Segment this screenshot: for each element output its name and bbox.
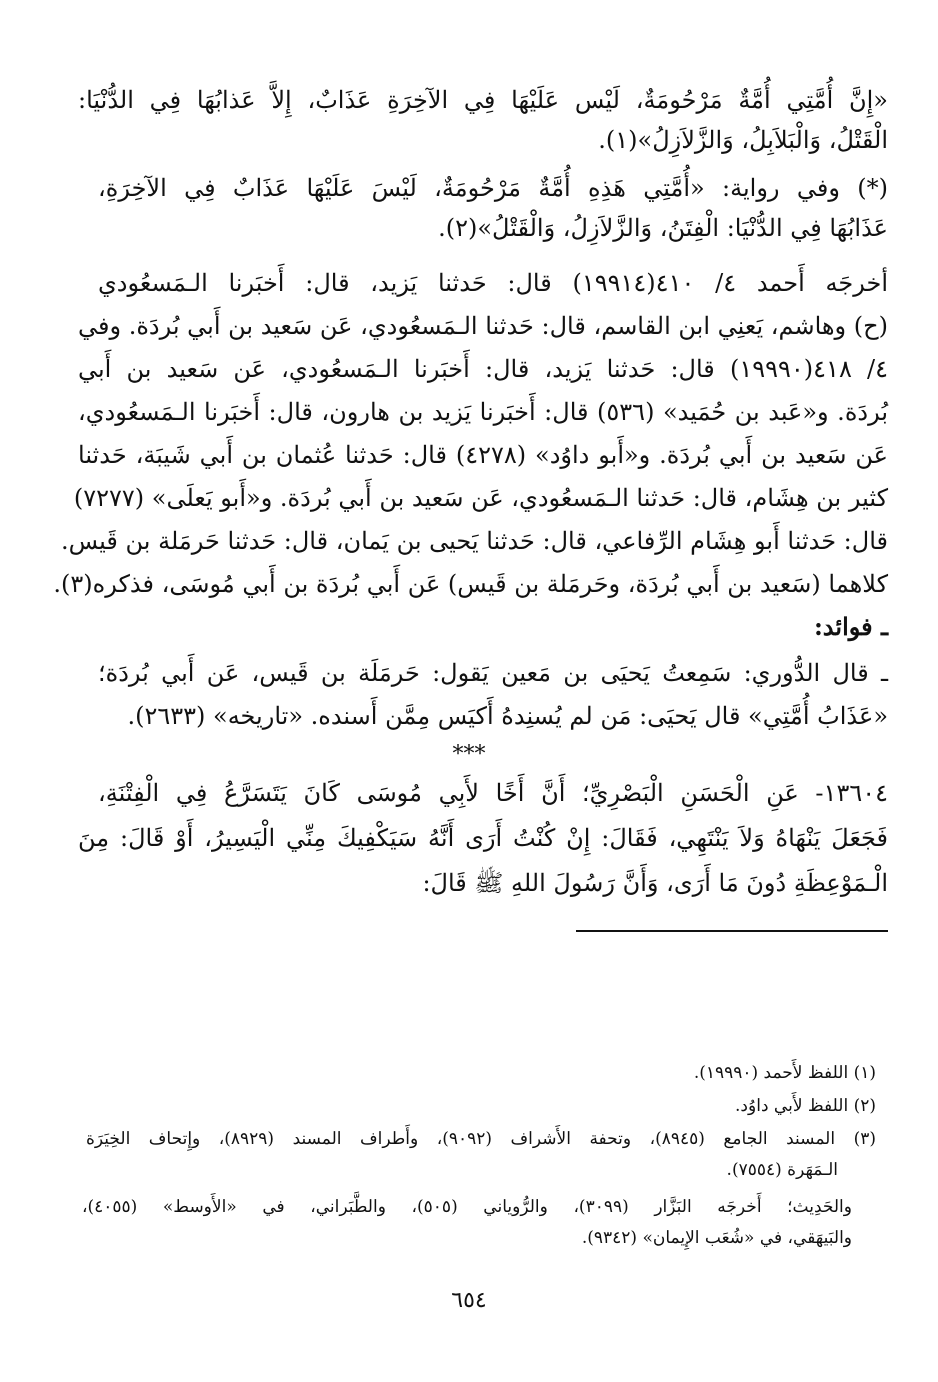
footnote-divider	[576, 930, 888, 932]
fawaid-line: «عَذَابُ أُمَّتِي» قال يَحيَى: مَن لم يُسنِدهُ أَكيَس مِمَّن أَسنده. «تاريخه» (٢٦٣٣).	[127, 702, 888, 730]
takhrij-line: قال: حَدثنا أَبو هِشَام الرِّفاعي، قال: حَدثنا يَحيى بن يَمان، قال: حَدثنا حَرمَلة بن قَيس.	[60, 527, 888, 555]
takhrij-line: (ح) وهاشم، يَعنِي ابن القاسم، قال: حَدثنا الـمَسعُودي، عَن سَعيد بن أَبي بُردَة. وفي	[78, 312, 888, 340]
fawaid-heading: ـ فوائد:	[813, 612, 888, 641]
takhrij-line: ٤/ ٤١٨(١٩٩٩٠) قال: حَدثنا يَزيد، قال: أَخبَرنا الـمَسعُودي، عَن سَعيد بن أَبي	[78, 355, 888, 383]
hadith-line: «إِنَّ أُمَّتِي أُمَّةٌ مَرْحُومَةٌ، لَيْس عَلَيْهَا فِي الآخِرَةِ عَذَابٌ، إِلاَّ عَذابُهَا فِي الدُّنْيَا:	[78, 86, 888, 114]
next-hadith-line: فَجَعَلَ يَنْهَاهُ وَلاَ يَنْتَهِي، فَقَالَ: إِنْ كُنْتُ أَرَى أَنَّهُ سَيَكْفِيكَ مِنِّي الْيَسِيرُ، أَوْ قَالَ: مِنَ	[78, 824, 888, 852]
hadith-line: الْقَتْلُ، وَالْبَلاَبِلُ، وَالزَّلاَزِلُ»(١).	[598, 126, 888, 154]
footnote-2: (٢) اللفظ لأَبي داوُد.	[735, 1096, 876, 1116]
footnote-3: (٣) المسند الجامع (٨٩٤٥)، وتحفة الأَشراف (٩٠٩٢)، وأَطراف المسند (٨٩٢٩)، وإِتحاف الخِيَرَة	[86, 1129, 876, 1149]
takhrij-line: أخرجَه أَحمد ٤/ ٤١٠(١٩٩١٤) قال: حَدثنا يَزيد، قال: أَخبَرنا الـمَسعُودي	[98, 269, 889, 297]
fawaid-line: ـ قال الدُّوري: سَمِعتُ يَحيَى بن مَعين يَقول: حَرمَلَة بن قَيس، عَن أَبي بُردَة؛	[98, 659, 889, 687]
both-line: كلاهما (سَعيد بن أَبي بُردَة، وحَرمَلة بن قَيس) عَن أَبي بُردَة بن أَبي مُوسَى، فذكره(٣).	[53, 570, 888, 598]
next-hadith-line: ١٣٦٠٤- عَنِ الْحَسَنِ الْبَصْرِيِّ؛ أَنَّ أَخًا لأَبِي مُوسَى كَانَ يَتَسَرَّعُ فِي الْفِتْنَةِ،	[98, 779, 888, 807]
footnote-3-cont: الـمَهَرة (٧٥٥٤).	[726, 1160, 838, 1180]
footnote-3-hadith-cont: والبَيهَقي، في «شُعَب الإِيمان» (٩٣٤٢).	[581, 1228, 852, 1248]
takhrij-line: عَن سَعيد بن أَبي بُردَة. و«أَبو داوُد» (٤٢٧٨) قال: حَدثنا عُثمان بن أَبي شَيبَة، حَدثنا	[78, 441, 888, 469]
separator-stars: ***	[452, 742, 486, 767]
takhrij-line: بُردَة. و«عَبد بن حُمَيد» (٥٣٦) قال: أَخبَرنا يَزيد بن هارون، قال: أَخبَرنا الـمَسعُودي،	[78, 398, 888, 426]
footnote-1: (١) اللفظ لأَحمد (١٩٩٩٠).	[693, 1063, 876, 1083]
next-hadith-line: الْـمَوْعِظَةِ دُونَ مَا أَرَى، وَأَنَّ رَسُولَ اللهِ ﷺ قَالَ:	[422, 869, 888, 897]
variant-line: عَذَابُهَا فِي الدُّنْيَا: الْفِتَنُ، وَالزَّلاَزِلُ، وَالْقَتْلُ»(٢).	[438, 214, 888, 242]
footnote-3-hadith: والحَدِيث؛ أَخرجَه البَزَّار (٣٠٩٩)، والرُّوياني (٥٠٥)، والطَّبَراني، في «الأَوسط» (٤٠٥٥)،	[82, 1197, 852, 1217]
variant-line: (*) وفي رواية: «أُمَّتِي هَذِهِ أُمَّةٌ مَرْحُومَةٌ، لَيْسَ عَلَيْهَا عَذَابٌ فِي الآخِرَةِ،	[98, 174, 888, 202]
page-number: ٦٥٤	[451, 1288, 487, 1313]
takhrij-line: كثير بن هِشَام، قال: حَدثنا الـمَسعُودي، عَن سَعيد بن أَبي بُردَة. و«أَبو يَعلَى» (٧٢٧٧)	[73, 484, 888, 512]
